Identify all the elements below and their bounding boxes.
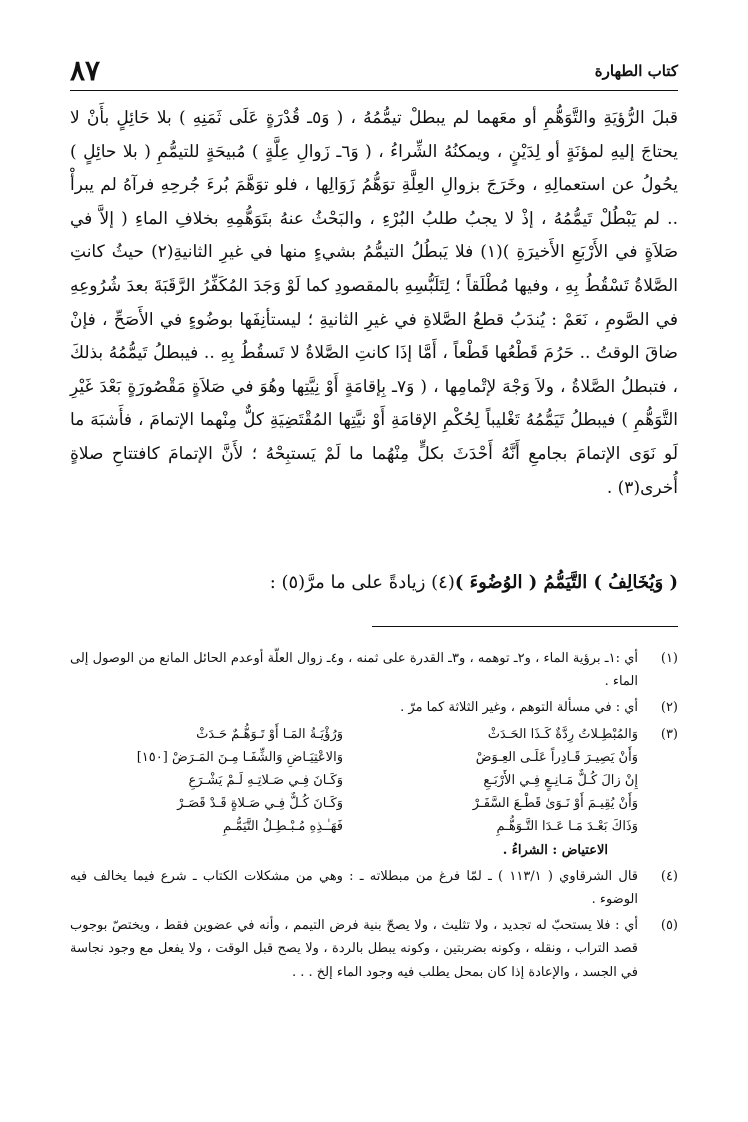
footnote-separator — [372, 626, 678, 627]
footnote-number: (٤) — [660, 868, 678, 884]
footnote-1 — [70, 647, 678, 693]
verse-hemistich — [70, 746, 343, 769]
section-heading-lead: ( وَيُخَالِفُ ) التَّيَمُّمُ ( الوُضُوءَ ) — [454, 572, 678, 593]
footnote-number: (٣) — [660, 726, 678, 742]
verse-hemistich: إِنْ زالَ كُـلٌّ مَـانِـعٍ فِـي الأَرْبَـعِ — [483, 773, 638, 789]
verse-hemistich: وَذَاكَ بَعْـدَ مَـا عَـدَا التَّـوَهُّـمِ — [496, 819, 638, 835]
verse-hemistich: وَأَنْ يَصِيـرَ قَـادِراً عَلَـى العِـوَضْ — [475, 749, 638, 765]
verse-hemistich: وَكَـانَ فِـي صَـلاتِـهِ لَـمْ يَشْـرَعِ — [188, 773, 343, 789]
footnote-number: (١) — [660, 651, 678, 666]
verse-hemistich: وَأَنْ يُقِيـمَ أَوْ نَـوَىٰ قَطْـعَ السَّفَـرْ — [472, 796, 638, 812]
verse-hemistich: وَالمُبْطِـلاتُ رِدَّةٌ كَـذَا الحَـدَثْ — [487, 726, 638, 742]
footnote-number: (٥) — [660, 918, 678, 934]
section-heading-rest: (٤) زيادةً على ما مرَّ(٥) : — [269, 572, 455, 593]
verse-hemistich-text: وَرُؤْيَـةُ المَـا أَوْ تَـوَهُّـمٌ حَـدَثْ — [196, 726, 343, 742]
footnote-5 — [70, 914, 678, 984]
page-number: ٨٧ — [70, 54, 101, 87]
manuscript-marker: [١٥٠] — [136, 749, 168, 765]
verse-hemistich — [70, 723, 343, 746]
verse-hemistich: فَهَـٰـذِهِ مُـبْـطِـلُ التَّيَمُّـمِ — [223, 819, 343, 835]
poem — [70, 723, 638, 839]
verse-hemistich-text: وَالاعْتِيَـاضِ وَالشِّفَـا مِـنَ المَـرَضْ — [171, 749, 343, 765]
section-heading — [70, 566, 678, 600]
main-text — [70, 102, 678, 505]
footnote-poem-block — [70, 723, 638, 862]
footnote-text: أي : في مسألة التوهم ، وغير الثلاثة كما مرّ . — [400, 700, 638, 716]
footnote-number: (٢) — [660, 700, 678, 716]
verse-hemistich: وَكَـانَ كُـلٌّ فِـي صَـلاةٍ قَـدْ قَصَـرْ — [177, 796, 343, 812]
footnote-text: قال الشرقاوي ( ١١٣/١ ) ـ لمّا فرغ من مبطلاته ـ : وهي من مشكلات الكتاب ـ شرع فيما يخالف فيه الوضوء . — [70, 868, 638, 908]
footnote-text: أي :١ـ برؤية الماء ، و٢ـ توهمه ، و٣ـ القدرة على ثمنه ، و٤ـ زوال العلّة أوعدم الحائل المانع من الوصول إلى الماء . — [70, 651, 638, 690]
chapter-title: كتاب الطهارة — [594, 62, 678, 80]
poem-gloss: الاعتياض : الشراءُ . — [502, 842, 608, 858]
footnote-4 — [70, 865, 678, 911]
page-header — [70, 54, 678, 91]
footnote-3 — [70, 723, 678, 862]
footnote-2 — [70, 696, 678, 719]
footnote-text: أي : فلا يستحبّ له تجديد ، ولا تثليث ، ولا يصحّ بنية فرض التيمم ، وأنه في عضوين فقط ، ويختصّ بوجوب قصد التراب ، ونقله ، وكونه بضربتين ، وكونه يبطل بالردة ، ولا يصح قبل الوقت ، ولا يفعل مع وجود نجاسة في الجسد ، والإعادة إذا كان بمحل يطلب فيه وجود الماء إلخ . . . — [70, 918, 638, 980]
main-paragraph: قبلَ الرُّؤيَةِ والتَّوَهُّمِ أو معَهما لم يبطلْ تيمُّمُهُ ، ( وَ٥ـ قُدْرَةٍ عَلَى ثَمَنِهِ ) بلا حَائِلٍ بأَنْ لا يحتاجَ إليهِ لمؤنَةٍ أو لِدَيْنٍ ، ويمكنُهُ الشِّراءُ ، ( وَ٦ـ زَوالِ عِلَّةٍ ) مُبيحَةٍ للتيمُّمِ ( بلا حائِلٍ ) يحُولُ عن استعمالِهِ ، وخَرَجَ بزوالِ العِلَّةِ توَهُّمُ زَوَالِها ، فلو توَهَّمَ بُرءَ جُرحِهِ فرآهُ لم يبرأْ .. لم يَبْطُلْ تَيمُّمُهُ ، إذْ لا يجبُ طلبُ البُرْءِ ، والبَحْثُ عنهُ بتَوَهُّمِهِ بخلافِ الماءِ ( إلاَّ في صَلاَةٍ في الأَرْبَعِ الأَخيرَةِ )(١) فلا يَبطُلُ التيمُّمُ بشيءٍ منها في غيرِ الثانيةِ(٢) حيثُ كانتِ الصَّلاةُ تَسْقُطُ بِهِ ، وفيها مُطْلَقاً ؛ لِتَلَبُّسِهِ بالمقصودِ كما لَوْ وَجَدَ المُكَفِّرُ الرَّقَبَةَ بعدَ شُرُوعِهِ في الصَّومِ ، نَعَمْ : يُندَبُ قطعُ الصَّلاةِ في غيرِ الثانيةِ ؛ ليستأنِفَها بوضُوءٍ في الأَصَحِّ ، فإنْ ضاقَ الوقتُ .. حَرُمَ قَطْعُها قَطْعاً ، أَمَّا إذَا كانتِ الصَّلاةُ لا تَسقُطُ بِهِ .. فيبطلُ تَيمُّمُهُ بذلكَ ، فتبطلُ الصَّلاةُ ، ولاَ وَجْهَ لإتْمامِها ، ( وَ٧ـ بِإقامَةٍ أَوْ نِيَّتِها وهُوَ في صَلاَةٍ مَقْصُورَةٍ بَعْدَ غَيْرِ التَّوَهُّمِ ) فيبطلُ تَيَمُّمُهُ تَغْليباً لِحُكْمِ الإقامَةِ أَوْ نيَّتِها المُقْتَضِيَةِ كلٌّ مِنْهما الإتمامَ ، فأَشبَهَ ما لَو نَوَى الإتمامَ بجامعِ أَنَّهُ أَحْدَثَ بكلٍّ مِنْهُما ما لَمْ يَستبِحْهُ ؛ لأَنَّ الإتمامَ كافتتاحِ صلاةٍ أُخرى(٣) . — [70, 108, 679, 498]
footnotes — [70, 647, 678, 987]
